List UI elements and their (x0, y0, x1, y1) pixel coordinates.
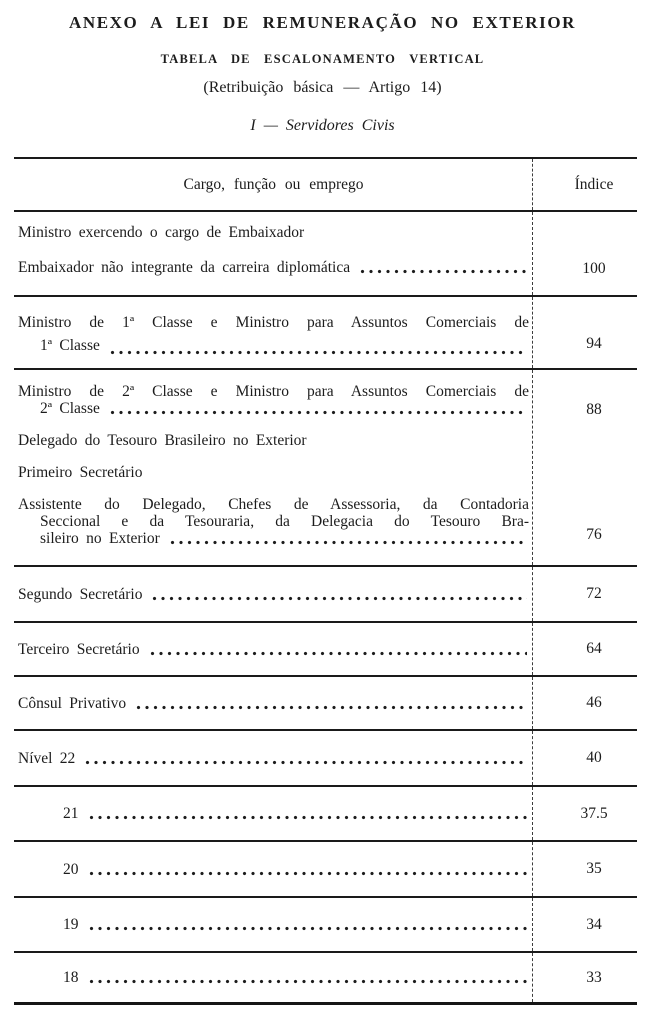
column-header-indice: Índice (574, 175, 614, 193)
table-row (14, 212, 637, 297)
table-row (14, 567, 637, 623)
dot-leader (89, 926, 528, 931)
doc-caption: (Retribuição básica — Artigo 14) (203, 79, 442, 96)
cargo-text: 1ª Classe (40, 337, 100, 354)
section-heading: I — Servidores Civis (250, 117, 395, 134)
dot-leader (89, 815, 528, 820)
dot-leader (170, 540, 527, 545)
cargo-text: 18 (63, 969, 79, 986)
cargo-cell (14, 623, 533, 675)
dot-leader (150, 651, 527, 656)
indice-cell (533, 297, 637, 368)
table-row (14, 370, 637, 567)
cargo-text: 21 (63, 805, 79, 822)
cargo-text: Terceiro Secretário (18, 640, 140, 658)
dot-leader (360, 269, 527, 274)
doc-subtitle: TABELA DE ESCALONAMENTO VERTICAL (160, 52, 485, 66)
table-header-row (14, 159, 637, 212)
cargo-text: Ministro de 1ª Classe e Ministro para Assuntos Comerciais de (18, 314, 529, 331)
cargo-cell (14, 731, 533, 785)
cargo-text: Ministro de 2ª Classe e Ministro para Assuntos Comerciais de (18, 383, 529, 400)
indice-cell (533, 370, 637, 565)
indice-cell (533, 623, 637, 675)
indice-cell (533, 842, 637, 896)
index-value: 40 (586, 749, 602, 766)
index-value: 46 (586, 694, 602, 711)
cargo-text: Nível 22 (18, 749, 76, 767)
index-value: 35 (586, 860, 602, 877)
cargo-text: 20 (63, 860, 79, 878)
indice-cell (533, 787, 637, 840)
cargo-cell (14, 370, 533, 565)
salary-index-table (14, 157, 637, 1005)
dot-leader (89, 871, 528, 876)
index-value: 88 (586, 401, 602, 418)
indice-cell (533, 898, 637, 951)
cargo-text: sileiro no Exterior (40, 530, 160, 547)
table-row (14, 787, 637, 842)
cargo-text: Seccional e da Tesouraria, da Delegacia do Tesouro Bra- (40, 513, 529, 530)
indice-cell (533, 953, 637, 1002)
table-row (14, 842, 637, 898)
cargo-cell (14, 212, 533, 295)
cargo-text: Embaixador não integrante da carreira diplomática (18, 259, 351, 276)
dot-leader (136, 705, 527, 710)
cargo-text: 19 (63, 916, 79, 933)
dot-leader (85, 760, 527, 765)
index-value: 37.5 (580, 804, 608, 822)
dot-leader (110, 410, 527, 415)
cargo-text: Ministro exercendo o cargo de Embaixador (18, 224, 305, 241)
column-header-cargo-cell (14, 159, 533, 210)
column-header-cargo: Cargo, função ou emprego (183, 175, 364, 193)
cargo-cell (14, 842, 533, 896)
table-row (14, 297, 637, 370)
indice-cell (533, 567, 637, 621)
doc-title: ANEXO A LEI DE REMUNERAÇÃO NO EXTERIOR (68, 13, 577, 32)
cargo-text: Delegado do Tesouro Brasileiro no Exterior (18, 432, 307, 449)
cargo-cell (14, 567, 533, 621)
index-value: 100 (582, 260, 606, 277)
cargo-cell (14, 953, 533, 1002)
cargo-text: Cônsul Privativo (18, 694, 127, 712)
cargo-text: 2ª Classe (40, 400, 100, 417)
table-row (14, 623, 637, 677)
table-row (14, 677, 637, 731)
indice-cell (533, 677, 637, 729)
cargo-cell (14, 297, 533, 368)
cargo-cell (14, 677, 533, 729)
indice-cell (533, 212, 637, 295)
column-header-indice-cell (533, 159, 637, 210)
dot-leader (152, 596, 527, 601)
cargo-text: Assistente do Delegado, Chefes de Assessoria, da Contadoria (18, 496, 529, 513)
cargo-cell (14, 787, 533, 840)
index-value: 64 (586, 640, 602, 657)
table-row (14, 953, 637, 1005)
table-row (14, 898, 637, 953)
index-value: 94 (586, 335, 602, 352)
cargo-text: Primeiro Secretário (18, 464, 143, 481)
index-value: 76 (586, 526, 602, 543)
cargo-cell (14, 898, 533, 951)
index-value: 72 (586, 585, 602, 602)
table-row (14, 731, 637, 787)
cargo-text: Segundo Secretário (18, 585, 143, 603)
dot-leader (110, 350, 527, 355)
index-value: 34 (586, 915, 602, 933)
index-value: 33 (586, 968, 602, 986)
indice-cell (533, 731, 637, 785)
dot-leader (89, 979, 528, 984)
